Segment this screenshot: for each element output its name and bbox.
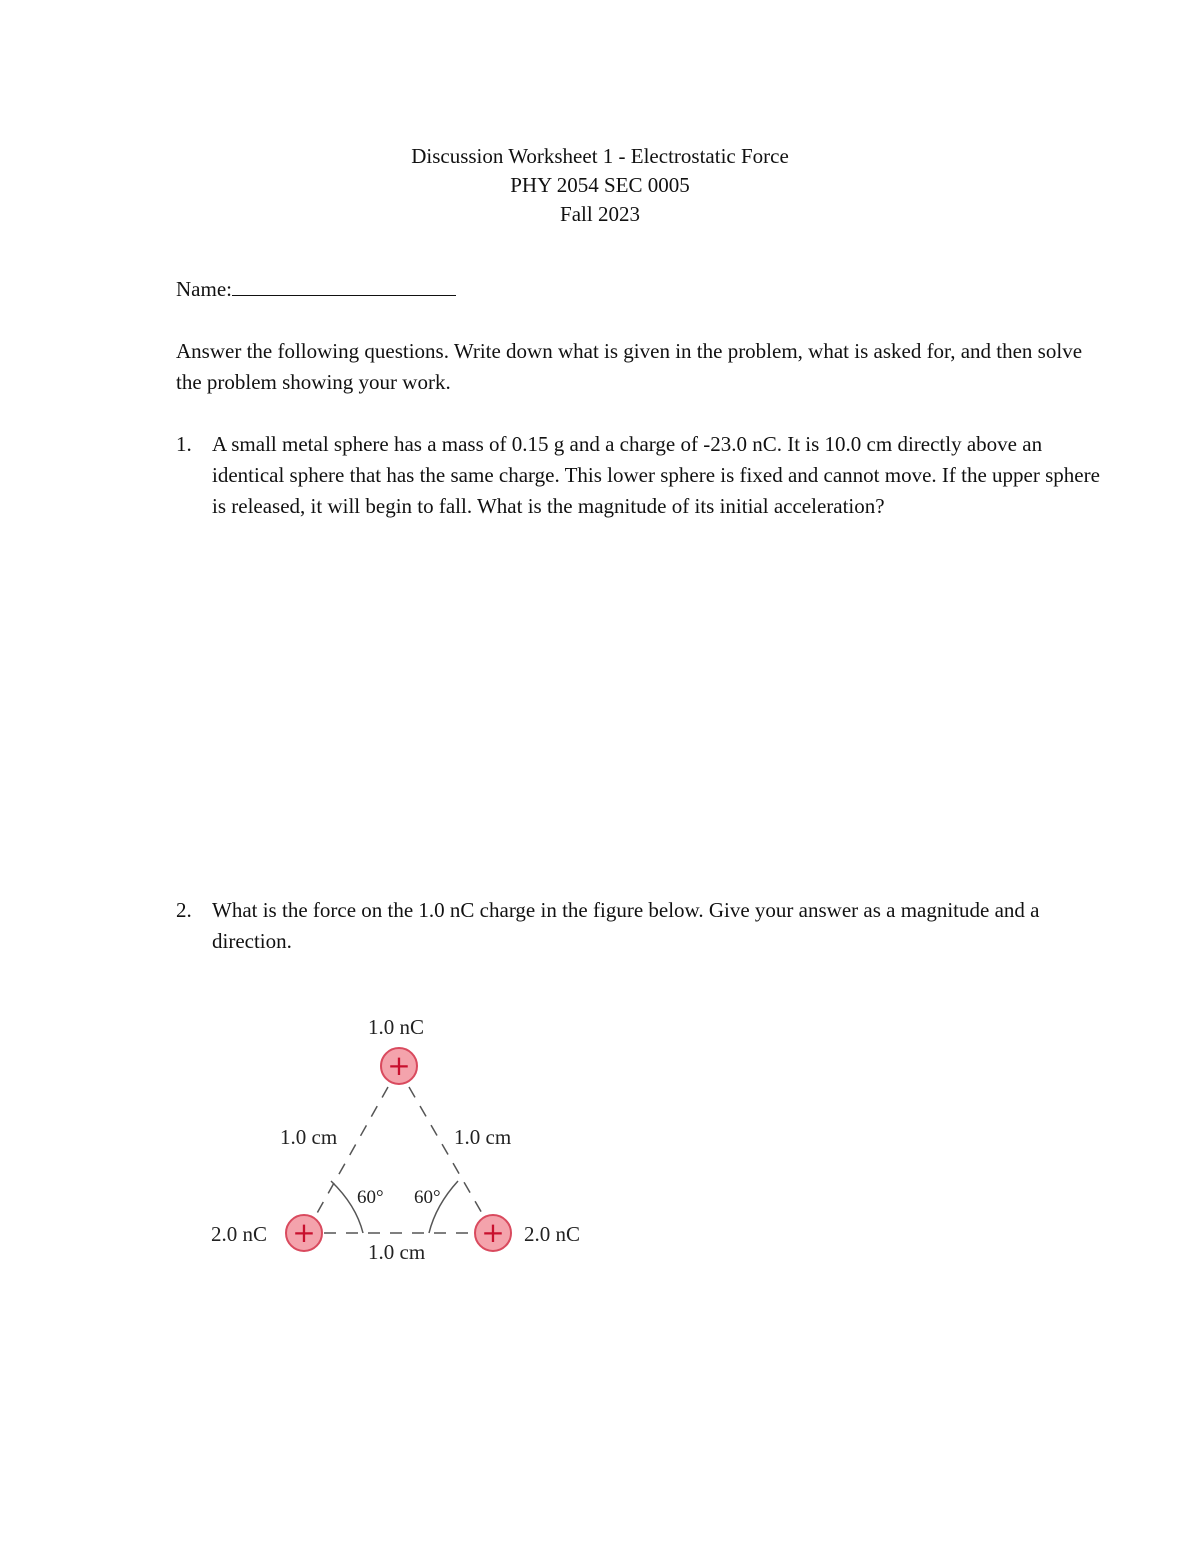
right-side-label: 1.0 cm <box>454 1125 512 1149</box>
top-charge-label: 1.0 nC <box>368 1015 425 1039</box>
top-charge <box>381 1048 417 1084</box>
question-1 <box>176 429 1106 522</box>
question-2 <box>176 895 1106 957</box>
document-header <box>0 142 1200 229</box>
instructions: Answer the following questions. Write down what is given in the problem, what is asked for, and then solve the problem showing your work. <box>176 339 1083 394</box>
name-blank-line[interactable] <box>232 274 456 296</box>
charge-triangle-figure <box>196 1005 616 1275</box>
plus-sign-icon: + <box>292 1216 316 1249</box>
left-angle-label: 60° <box>357 1187 384 1208</box>
right-angle-label: 60° <box>414 1187 441 1208</box>
right-charge-label: 2.0 nC <box>524 1222 581 1246</box>
question-text: What is the force on the 1.0 nC charge in the figure below. Give your answer as a magnitude and a direction. <box>212 898 1040 953</box>
name-field <box>176 274 456 304</box>
question-text: A small metal sphere has a mass of 0.15 g and a charge of -23.0 nC. It is 10.0 cm directly above an identical sphere that has the same charge. This lower sphere is fixed and cannot move. If the upper sphere is released, it will begin to fall. What is the magnitude of its initial acceleration? <box>212 432 1100 518</box>
plus-sign-icon: + <box>481 1216 505 1249</box>
right-charge <box>475 1215 511 1251</box>
bottom-side-label: 1.0 cm <box>368 1240 426 1264</box>
question-number: 2. <box>176 898 192 922</box>
course-code: PHY 2054 SEC 0005 <box>510 173 690 197</box>
left-charge-label: 2.0 nC <box>211 1222 268 1246</box>
question-number: 1. <box>176 432 192 456</box>
plus-sign-icon: + <box>387 1049 411 1082</box>
name-label: Name: <box>176 277 232 301</box>
left-charge <box>286 1215 322 1251</box>
term: Fall 2023 <box>560 202 640 226</box>
document-title: Discussion Worksheet 1 - Electrostatic Force <box>411 144 789 168</box>
left-side-label: 1.0 cm <box>280 1125 338 1149</box>
charge-triangle-diagram <box>196 1005 616 1275</box>
